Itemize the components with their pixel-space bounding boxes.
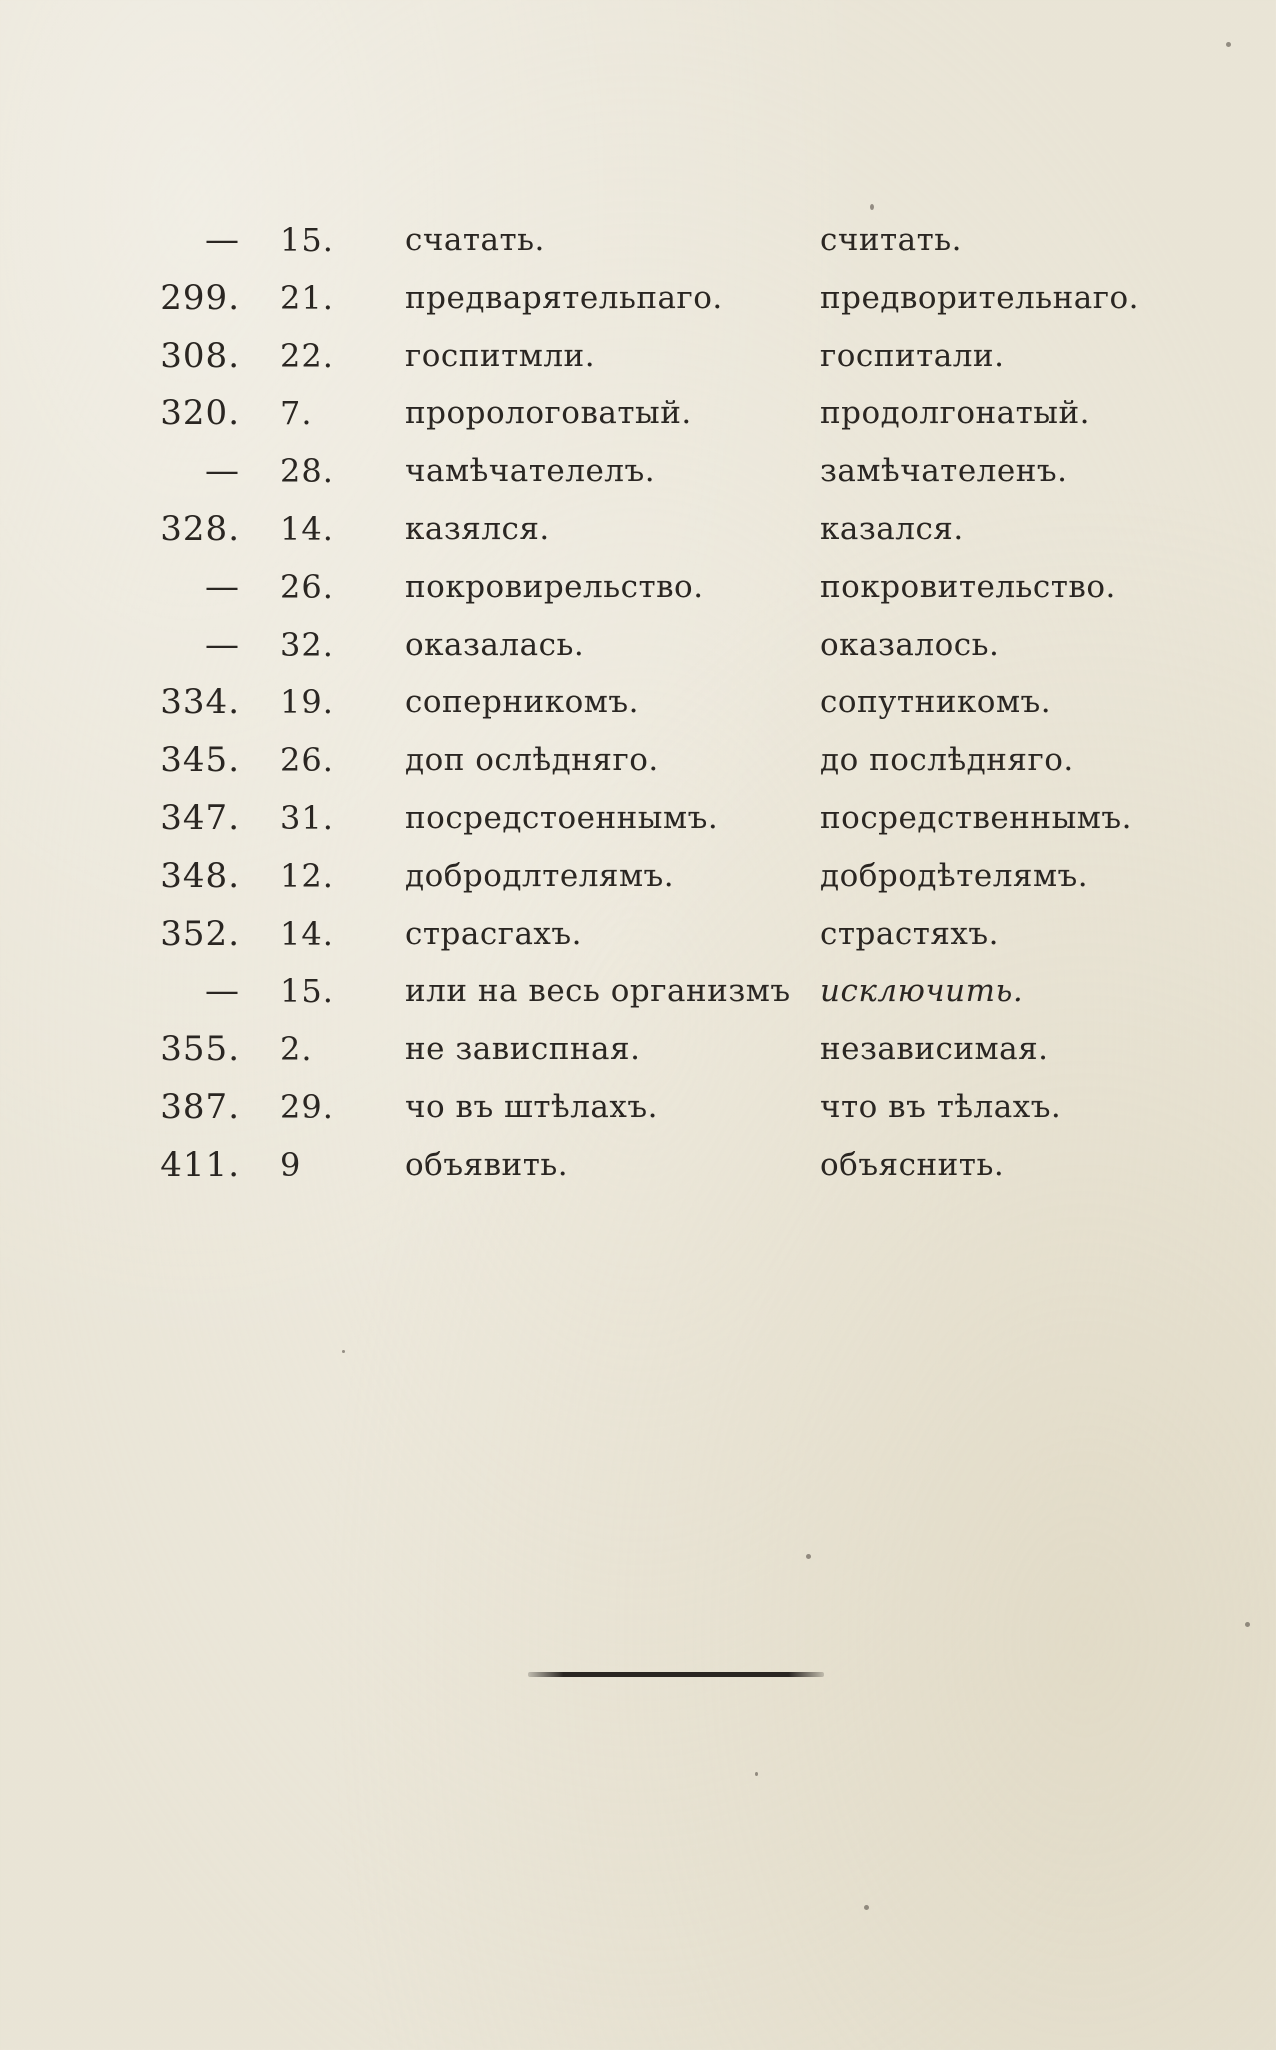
corrected-text: посредственнымъ. — [820, 799, 1132, 836]
erroneous-text: соперникомъ. — [405, 684, 639, 721]
page-number: 334. — [160, 682, 240, 723]
corrected-text: независимая. — [820, 1031, 1049, 1068]
erroneous-text: чо въ штѣлахъ. — [405, 1088, 658, 1125]
paper-speck — [342, 1350, 345, 1353]
errata-row — [140, 559, 1180, 617]
erroneous-text: объявить. — [405, 1146, 569, 1183]
errata-row — [140, 1079, 1180, 1137]
corrected-text: исключить. — [820, 973, 1024, 1010]
paper-speck — [870, 204, 874, 210]
page-number: 345. — [160, 740, 240, 781]
paper-speck — [1226, 42, 1231, 47]
line-number: 32. — [280, 625, 334, 664]
line-number: 29. — [280, 1087, 334, 1126]
erroneous-text: доп ослѣдняго. — [405, 742, 659, 779]
line-number: 26. — [280, 567, 334, 606]
line-number: 26. — [280, 741, 334, 780]
errata-row — [140, 732, 1180, 790]
corrected-text: предворительнаго. — [820, 279, 1140, 316]
page-number: 308. — [160, 335, 240, 376]
errata-row — [140, 501, 1180, 559]
line-number: 15. — [280, 221, 334, 259]
page-number: 328. — [160, 508, 240, 549]
errata-row — [140, 848, 1180, 906]
errata-table — [140, 212, 1180, 1195]
line-number: 7. — [280, 394, 313, 433]
erroneous-text: счатать. — [405, 222, 545, 258]
paper-speck — [864, 1905, 869, 1910]
errata-row — [140, 617, 1180, 675]
erroneous-text: страсгахъ. — [405, 915, 582, 952]
erroneous-text: посредстоеннымъ. — [405, 799, 719, 836]
page-number: 299. — [160, 277, 240, 318]
corrected-text: что въ тѣлахъ. — [820, 1088, 1062, 1125]
line-number: 28. — [280, 452, 334, 491]
page-number: — — [205, 971, 240, 1012]
errata-row — [140, 963, 1180, 1021]
page-number: 411. — [160, 1144, 240, 1185]
paper-speck — [806, 1554, 811, 1559]
errata-row — [140, 328, 1180, 386]
corrected-text: объяснить. — [820, 1146, 1005, 1183]
corrected-text: госпитали. — [820, 337, 1005, 374]
errata-row — [140, 674, 1180, 732]
erroneous-text: покровирельство. — [405, 568, 704, 605]
line-number: 21. — [280, 278, 334, 317]
corrected-text: до послѣдняго. — [820, 742, 1074, 779]
errata-row — [140, 270, 1180, 328]
erroneous-text: казялся. — [405, 510, 550, 547]
page-number: 355. — [160, 1029, 240, 1070]
page-number: — — [205, 220, 240, 260]
corrected-text: продолгонатый. — [820, 395, 1091, 432]
line-number: 22. — [280, 336, 334, 375]
erroneous-text: не зависпная. — [405, 1031, 641, 1068]
erroneous-text: госпитмли. — [405, 337, 596, 374]
paper-speck — [755, 1772, 758, 1776]
page-number: 352. — [160, 913, 240, 954]
erroneous-text: предварятельпаго. — [405, 279, 723, 316]
page-number: 387. — [160, 1086, 240, 1127]
errata-row — [140, 385, 1180, 443]
errata-row — [140, 1137, 1180, 1195]
corrected-text: оказалось. — [820, 626, 1000, 663]
corrected-text: сопутникомъ. — [820, 684, 1052, 721]
page-number: — — [205, 624, 240, 665]
line-number: 31. — [280, 798, 334, 837]
erroneous-text: оказалась. — [405, 626, 585, 663]
line-number: 15. — [280, 972, 334, 1011]
line-number: 12. — [280, 856, 334, 895]
page-number: — — [205, 566, 240, 607]
errata-row — [140, 443, 1180, 501]
line-number: 14. — [280, 914, 334, 953]
corrected-text: добродѣтелямъ. — [820, 857, 1089, 894]
closing-rule — [528, 1672, 824, 1677]
page-number: 347. — [160, 797, 240, 838]
page-number: — — [205, 451, 240, 492]
errata-row — [140, 212, 1180, 270]
errata-row — [140, 1021, 1180, 1079]
erroneous-text: добродлтелямъ. — [405, 857, 675, 894]
page-number: 348. — [160, 855, 240, 896]
erroneous-text: или на весь организмъ — [405, 973, 791, 1010]
errata-row — [140, 790, 1180, 848]
line-number: 14. — [280, 509, 334, 548]
erroneous-text: чамѣчателелъ. — [405, 453, 656, 490]
paper-speck — [1245, 1622, 1250, 1627]
corrected-text: страстяхъ. — [820, 915, 999, 952]
corrected-text: замѣчателенъ. — [820, 453, 1068, 490]
corrected-text: покровительство. — [820, 568, 1116, 605]
corrected-text: казался. — [820, 510, 964, 547]
corrected-text: считать. — [820, 222, 963, 258]
errata-row — [140, 906, 1180, 964]
page-number: 320. — [160, 393, 240, 434]
line-number: 2. — [280, 1030, 313, 1069]
erroneous-text: прорологоватый. — [405, 395, 692, 432]
line-number: 19. — [280, 683, 334, 722]
line-number: 9 — [280, 1145, 302, 1184]
